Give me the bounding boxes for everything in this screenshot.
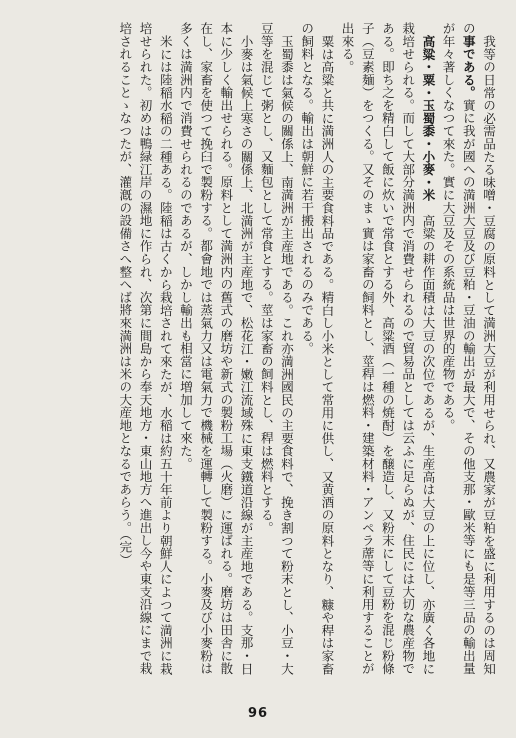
text-segment: 我等の日常の必需品たる味噌・豆腐の原料として満洲大豆が利用せられ、又農家が豆粕を盛に利用するのは周知の [460,22,496,675]
paragraph [175,22,256,680]
body-text [22,22,498,680]
paragraph [437,22,498,680]
paragraph [114,22,175,680]
text-segment: 玉蜀黍は氣候の關係上、南満洲が主産地である。これ亦満洲國民の主要食料で、挽き割つて粉末とし、小豆・大豆等を混じて粥とし、又麵包として常食とする。莖は家畜の飼料とし、稈は燃料とする。 [258,22,294,675]
text-segment: 實に我が國への満洲大豆及び豆粕・豆油の輸出が最大で、その他支那・歐米等にも是等三品の輸出量が年々著しくなつて來た。實に大豆及その系統品は世界的産物である。 [440,22,476,675]
paragraph [336,22,437,680]
text-segment: 粟は高粱と共に満洲人の主要食料品である。精白し小米として常用に供し、又黄酒の原料となり、糠や稈は家畜の飼料となる。輸出は朝鮮に若干搬出されるのみである。 [299,22,335,675]
paragraph [256,22,296,680]
text-segment: 小麥は氣候上寒さの關係上、北満洲が主産地で、松花江・嫩江流域殊に東支鐵道沿線が主産地である。支那・日本に少しく輸出せられる。原料として満洲内の舊式の磨坊や新式の製粉工場（火磨）に運ばれる。磨坊は田舎に散在し、家畜を使つて挽臼で製粉する。都會地では蒸氣力又は電氣力で機械を運轉して製粉する。小麥及び小麥粉は多くは満洲内で消費せられるのであるが、しかし輸出も相當に増加して來た。 [177,22,254,675]
paragraph [296,22,336,680]
text-segment: 米には陸稲水稲の二種ある。陸稲は古くから栽培されて來たが、水稲は約五十年前より朝鮮人によつて満洲に栽培せられた。初めは鴨緑江岸の濕地に作られ、次第に間島から奉天地方・東山地方へ進出し今や東支沿線にまで栽培されることゝなつたが、灌漑の設備さへ整へば將來満洲は米の大産地となるであらう。（完） [117,22,173,675]
page-number: 96 [247,706,269,721]
text-segment: 事である。 [460,34,476,99]
text-segment: 高粱の耕作面積は大豆の次位であるが、生産高は大豆の上に位し、亦廣く各地に栽培せられる。而して大部分満洲内で消費せられるので貿易品としては云ふに足らぬが、住民には大切な農産物である。即ち之を精白して飯に炊いで常食とする外、高粱酒（一種の焼酎）を醸造し、又粉末にして豆粉を混じ粉條子（豆素麺）をつくる。又そのまゝ實は家畜の飼料とし、莖稈は燃料・建築材料・アンペラ蓆等に利用することが出來る。 [339,22,436,675]
section-heading: 高粱・粟・玉蜀黍・小麥・米 [420,34,436,201]
